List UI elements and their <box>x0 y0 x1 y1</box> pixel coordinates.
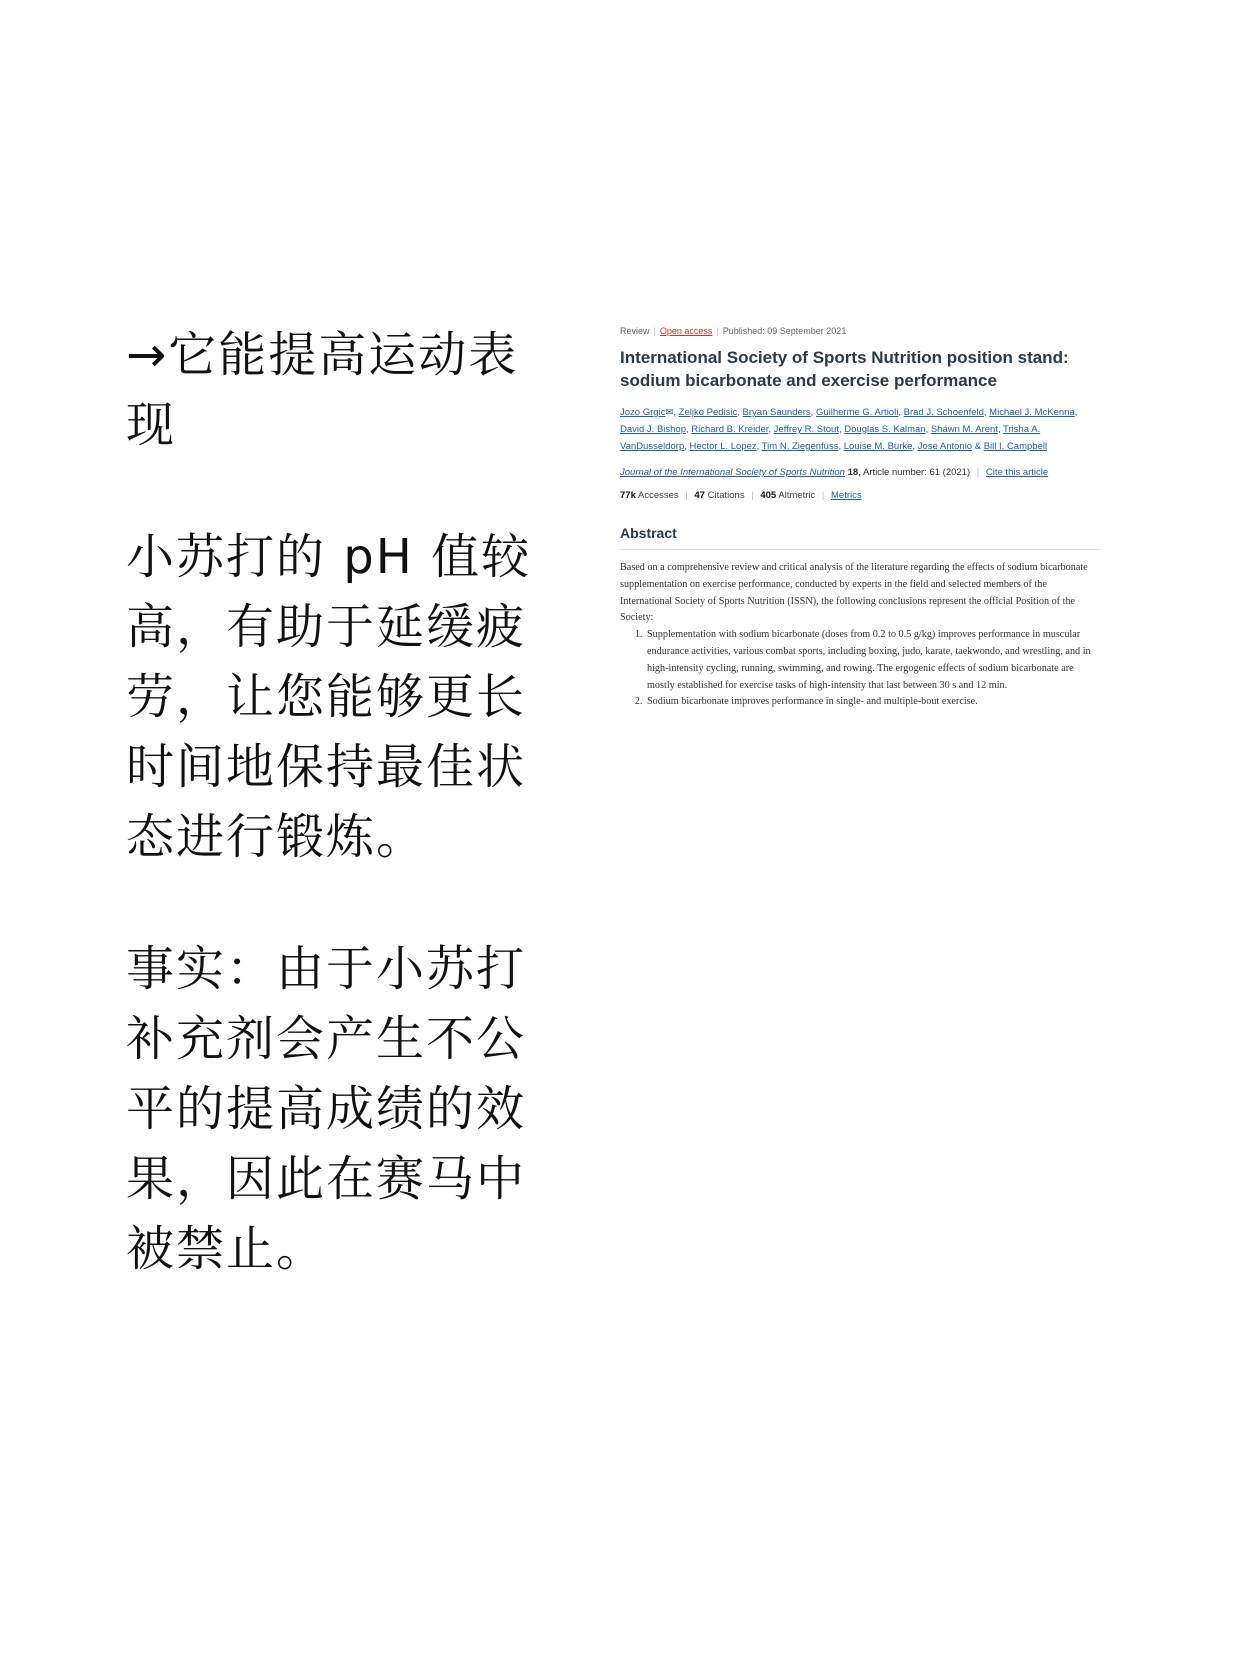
meta-separator: | <box>751 490 754 501</box>
abstract-heading: Abstract <box>620 525 1100 550</box>
accesses-label: Accesses <box>637 490 679 501</box>
citations-count: 47 <box>694 490 705 501</box>
email-icon[interactable]: ✉ <box>665 407 674 418</box>
author-link[interactable]: Brad J. Schoenfeld <box>903 407 984 418</box>
author-link[interactable]: Bryan Saunders <box>742 407 811 418</box>
article-title: International Society of Sports Nutrition position stand: sodium bicarbonate and exercise performance <box>620 348 1069 390</box>
altmetric-label: Altmetric <box>778 490 816 501</box>
author-link[interactable]: Tim N. Ziegenfuss <box>761 441 839 452</box>
author-link[interactable]: Shawn M. Arent <box>930 424 998 435</box>
meta-separator: | <box>821 490 825 501</box>
author-link[interactable]: Zeljko Pedisic <box>678 407 738 418</box>
metrics-link[interactable]: Metrics <box>831 490 862 501</box>
accesses-count: 77k <box>620 490 636 501</box>
author-link[interactable]: Michael J. McKenna <box>989 407 1075 418</box>
author-link[interactable]: Douglas S. Kalman <box>844 424 926 435</box>
journal-link[interactable]: Journal of the International Society of Sports Nutrition <box>620 467 845 478</box>
meta-separator: | <box>685 490 688 501</box>
author-link[interactable]: Richard B. Kreider <box>691 424 769 435</box>
author-link[interactable]: Jose Antonio <box>917 441 973 452</box>
journal-volume: 18 <box>847 467 859 478</box>
meta-separator: | <box>653 326 656 336</box>
metrics-line <box>620 490 1100 501</box>
chinese-text-column <box>126 320 566 1346</box>
published-date: Published: 09 September 2021 <box>722 326 847 336</box>
author-list: Jozo Grgic✉, Zeljko Pedisic, Bryan Saunders, Guilherme G. Artioli, Brad J. Schoenfeld, Michael J. McKenna, David J. Bishop, Richard B. Kreider, Jeffrey R. Stout, Douglas S. Kalman, Shawn M. Arent, Trisha A. VanDusseldorp, Hector L. Lopez, Tim N. Ziegenfuss, Louise M. Burke, Jose Antonio & Bill I. Campbell <box>620 407 1078 452</box>
open-access-link[interactable]: Open access <box>659 326 713 336</box>
fact-paragraph: 事实：由于小苏打补充剂会产生不公平的提高成绩的效果，因此在赛马中被禁止。 <box>126 941 527 1277</box>
article-meta-line <box>620 326 1100 336</box>
author-link[interactable]: Louise M. Burke <box>843 441 913 452</box>
article-type: Review <box>620 326 650 336</box>
author-link[interactable]: David J. Bishop <box>620 424 687 435</box>
abstract-intro: Based on a comprehensive review and critical analysis of the literature regarding the effects of sodium bicarbonate supplementation on exercise performance, conducted by experts in the field and selected members of the International Society of Sports Nutrition (ISSN), the following conclusions represent the official Position of the Society: <box>620 562 1088 624</box>
article-screenshot <box>620 326 1100 711</box>
journal-line <box>620 467 1100 478</box>
meta-separator: | <box>976 467 980 478</box>
claim-paragraph: →它能提高运动表现 <box>126 327 519 453</box>
author-link[interactable]: Bill I. Campbell <box>983 441 1048 452</box>
author-link[interactable]: Jeffrey R. Stout <box>773 424 839 435</box>
conclusions-list <box>620 627 1100 711</box>
explanation-paragraph: 小苏打的 pH 值较高，有助于延缓疲劳，让您能够更长时间地保持最佳状态进行锻炼。 <box>126 529 532 865</box>
author-link[interactable]: Trisha A. VanDusseldorp <box>620 424 1041 452</box>
article-number: , Article number: 61 (2021) <box>858 467 971 478</box>
list-item: 1. Supplementation with sodium bicarbonate (doses from 0.2 to 0.5 g/kg) improves performance in muscular endurance activities, various combat sports, including boxing, judo, karate, taekwondo, and wrestling, and in high-intensity cycling, running, swimming, and rowing. The ergogenic effects of sodium bicarbonate are mostly established for exercise tasks of high-intensity that last between 30 s and 12 min. <box>645 627 1100 694</box>
altmetric-count: 405 <box>760 490 777 501</box>
author-link[interactable]: Jozo Grgic <box>620 407 666 418</box>
list-item: 2. Sodium bicarbonate improves performance in single- and multiple-bout exercise. <box>645 694 1100 711</box>
author-link[interactable]: Guilherme G. Artioli <box>815 407 899 418</box>
cite-article-link[interactable]: Cite this article <box>985 467 1049 478</box>
meta-separator: | <box>716 326 719 336</box>
author-link[interactable]: Hector L. Lopez <box>689 441 757 452</box>
citations-label: Citations <box>707 490 745 501</box>
